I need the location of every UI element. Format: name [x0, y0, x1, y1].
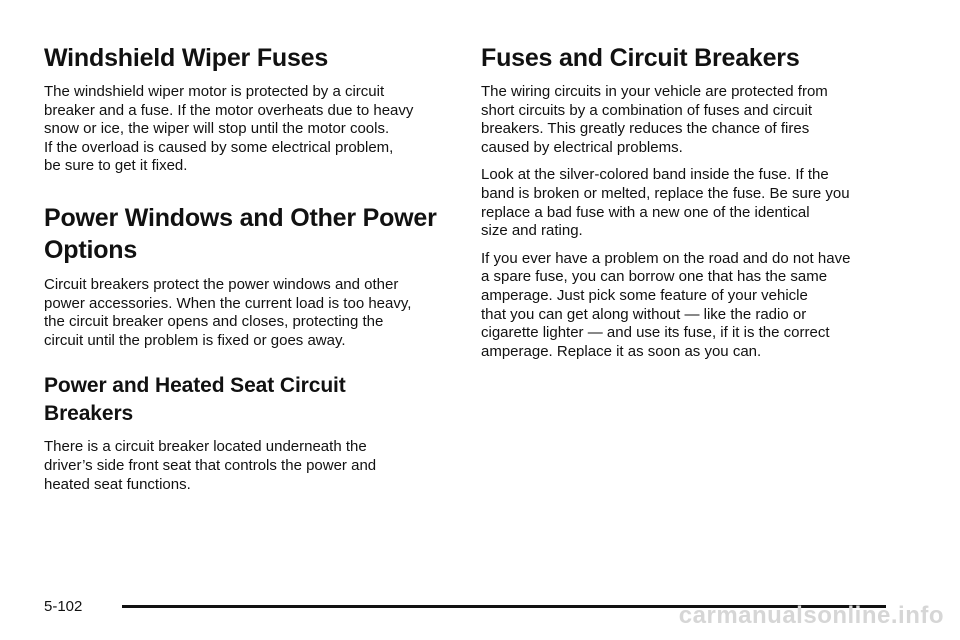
text-line: band is broken or melted, replace the fuse. Be sure you	[481, 184, 850, 202]
page-number: 5-102	[44, 598, 83, 615]
paragraph-power-windows	[44, 276, 454, 350]
text-line: If you ever have a problem on the road and do not have	[481, 249, 851, 267]
paragraph-seat	[44, 438, 454, 494]
heading-line: Power and Heated Seat Circuit	[44, 374, 346, 398]
text-line: snow or ice, the wiper will stop until the motor cools.	[44, 120, 390, 138]
text-line: the circuit breaker opens and closes, protecting the	[44, 313, 384, 331]
text-line: The windshield wiper motor is protected by a circuit	[44, 83, 385, 100]
text-line: There is a circuit breaker located underneath the	[44, 438, 367, 456]
section-fuses-and-circuit-breakers	[481, 44, 901, 361]
paragraph-wiper	[44, 83, 454, 176]
text-line: circuit until the problem is fixed or goes away.	[44, 331, 346, 349]
text-line: caused by electrical problems.	[481, 138, 683, 156]
text-line: short circuits by a combination of fuses and circuit	[481, 101, 812, 119]
text-line: If the overload is caused by some electrical problem,	[44, 138, 394, 156]
paragraph-fuses-2	[481, 166, 901, 240]
text-line: driver’s side front seat that controls the power and	[44, 456, 377, 474]
text-line: be sure to get it fixed.	[44, 157, 188, 175]
right-column	[481, 44, 901, 370]
text-line: Look at the silver-colored band inside the fuse. If the	[481, 166, 829, 184]
section-seat-circuit-breakers	[44, 372, 454, 494]
heading-line: Breakers	[44, 402, 134, 426]
text-line: power accessories. When the current load is too heavy,	[44, 294, 412, 312]
text-line: a spare fuse, you can borrow one that has the same	[481, 268, 828, 286]
heading-windshield-wiper-fuses: Windshield Wiper Fuses	[44, 44, 329, 72]
text-line: that you can get along without — like the radio or	[481, 305, 807, 323]
text-line: heated seat functions.	[44, 475, 191, 493]
left-column	[44, 44, 454, 494]
text-line: replace a bad fuse with a new one of the identical	[481, 203, 810, 221]
text-line: breaker and a fuse. If the motor overheats due to heavy	[44, 101, 414, 119]
text-line: cigarette lighter — and use its fuse, if it is the correct	[481, 324, 830, 342]
heading-seat-circuit-breakers	[44, 372, 454, 428]
section-windshield-wiper-fuses	[44, 44, 454, 176]
text-line: size and rating.	[481, 222, 583, 240]
text-line: amperage. Replace it as soon as you can.	[481, 342, 762, 360]
text-line: The wiring circuits in your vehicle are protected from	[481, 83, 828, 100]
heading-power-windows	[44, 202, 454, 266]
heading-line: Options	[44, 235, 138, 264]
text-line: Circuit breakers protect the power windows and other	[44, 275, 399, 293]
section-power-windows	[44, 202, 454, 350]
watermark: carmanualsonline.info	[678, 602, 944, 629]
paragraph-fuses-3	[481, 250, 901, 362]
paragraph-fuses-1	[481, 83, 901, 157]
heading-fuses-and-circuit-breakers: Fuses and Circuit Breakers	[481, 44, 800, 72]
text-line: amperage. Just pick some feature of your vehicle	[481, 286, 808, 304]
text-line: breakers. This greatly reduces the chance of fires	[481, 120, 810, 138]
heading-line: Power Windows and Other Power	[44, 203, 437, 232]
